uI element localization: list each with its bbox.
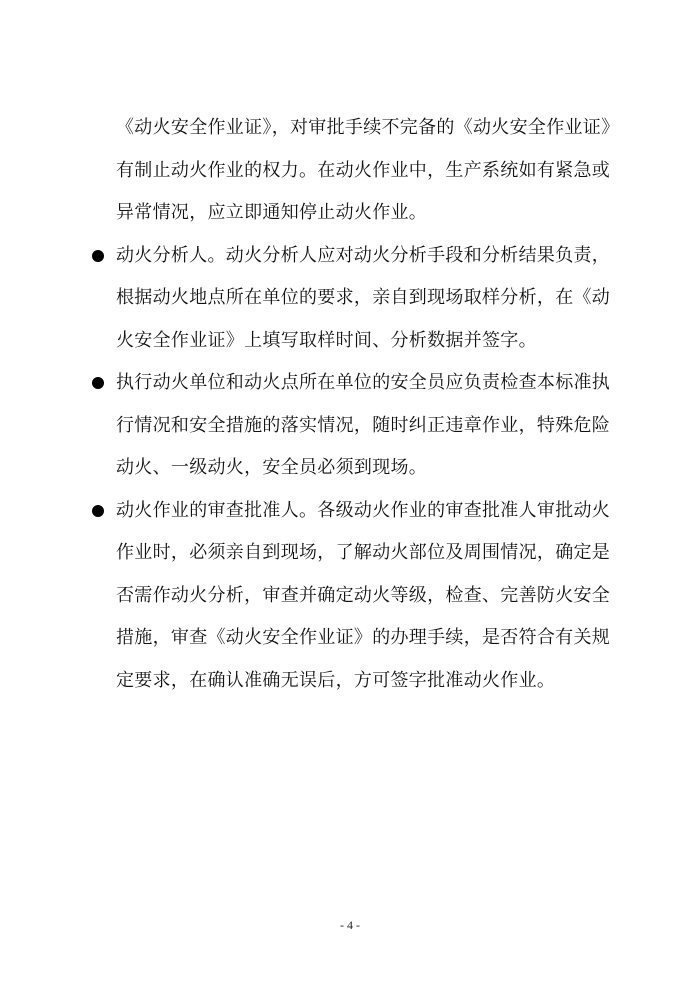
document-body (88, 107, 628, 702)
bullet-icon (92, 377, 104, 389)
bullet-text: 动火作业的审查批准人。各级动火作业的审查批准人审批动火作业时，必须亲自到现场，了解动火部位及周围情况，确定是否需作动火分析，审查并确定动火等级，检查、完善防火安全措施，审查《动火安全作业证》的办理手续，是否符合有关规定要求，在确认准确无误后，方可签字批准动火作业。 (116, 499, 611, 691)
bullet-item-safety-officer (88, 362, 628, 490)
bullet-item-approver (88, 490, 628, 703)
bullet-item-analyst (88, 235, 628, 363)
page-number: - 4 - (340, 918, 360, 932)
bullet-text: 动火分析人。动火分析人应对动火分析手段和分析结果负责，根据动火地点所在单位的要求，亲自到现场取样分析，在《动火安全作业证》上填写取样时间、分析数据并签字。 (116, 244, 611, 351)
continuation-paragraph: 《动火安全作业证》，对审批手续不完备的《动火安全作业证》有制止动火作业的权力。在动火作业中，生产系统如有紧急或异常情况，应立即通知停止动火作业。 (116, 117, 620, 223)
bullet-icon (92, 250, 104, 262)
bullet-icon (92, 505, 104, 517)
bullet-text: 执行动火单位和动火点所在单位的安全员应负责检查本标准执行情况和安全措施的落实情况，随时纠正违章作业，特殊危险动火、一级动火，安全员必须到现场。 (116, 372, 611, 478)
